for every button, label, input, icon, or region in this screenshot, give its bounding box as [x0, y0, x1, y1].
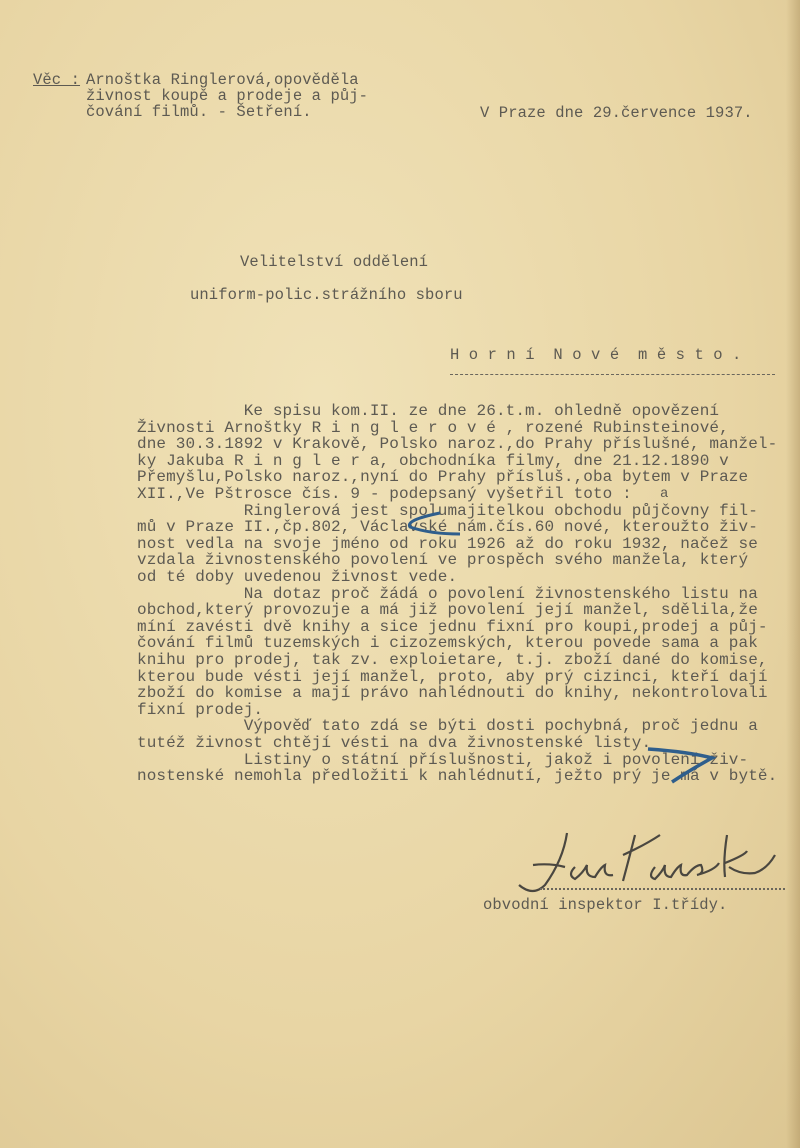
pen-mark-bracket — [409, 513, 460, 534]
body-line: čování filmů tuzemských i cizozemských, kterou povede sama a pak — [137, 634, 758, 653]
body-line: Přemyšlu,Polsko naroz.,nyní do Prahy přísluš.,oba bytem v Praze — [137, 468, 749, 487]
subject-label: Věc : — [33, 71, 81, 89]
subject-line: Arnoštka Ringlerová,opověděla — [86, 71, 359, 89]
body-line: Ringlerová jest spolumajitelkou obchodu půjčovny fil- — [137, 501, 758, 520]
addressee-line: Velitelství oddělení — [240, 253, 429, 271]
body-line: obchod,který provozuje a má již povolení její manžel, sdělila,že — [137, 601, 758, 620]
body-line: knihu pro prodej, tak zv. exploietare, t.j. zboží dané do komise, — [137, 651, 768, 669]
signatory-title: obvodní inspektor I.třídy. — [483, 896, 728, 914]
body-line: kterou bude vésti její manžel, proto, aby prý cizinci, kteří dají — [137, 667, 768, 686]
signature-stroke — [519, 833, 775, 891]
body-line: dne 30.3.1892 v Krakově, Polsko naroz.,do Prahy příslušné, manžel- — [137, 435, 778, 454]
subject-line: čování filmů. - Šetření. — [86, 103, 312, 121]
body-line: XII.,Ve Pštrosce čís. 9 - podepsaný vyšetřil toto : — [137, 485, 632, 503]
document-date: V Praze dne 29.července 1937. — [480, 104, 753, 122]
addressee-line: H o r n í N o v é m ě s t o . — [450, 346, 742, 364]
body-line: Živnosti Arnoštky R i n g l e r o v é , rozené Rubinsteinové, — [137, 418, 729, 437]
body-line: Listiny o státní příslušnosti, jakož i povolení živ- — [137, 750, 749, 769]
body-line: mů v Praze II.,čp.802, Václavské nám.čís.60 nové, kteroužto živ- — [137, 518, 758, 537]
subject-line: živnost koupě a prodeje a půj- — [86, 87, 369, 105]
pen-mark-arrow — [648, 749, 712, 782]
body-line: Na dotaz proč žádá o povolení živnostenského listu na — [137, 584, 758, 603]
body-line: míní zavésti dvě knihy a sice jednu fixní pro koupi,prodej a půj- — [137, 617, 768, 636]
body-line: nostenské nemohla předložiti k nahlédnutí, ježto prý je má v bytě. — [137, 767, 778, 786]
body-line: nost vedla na svoje jméno od roku 1926 až do roku 1932, načež se — [137, 534, 758, 553]
body-line: od té doby uvedenou živnost vede. — [137, 568, 458, 586]
body-line: fixní prodej. — [137, 700, 264, 719]
body-line: Ke spisu kom.II. ze dne 26.t.m. ohledně opovězení — [137, 402, 720, 420]
body-line: Výpověď tato zdá se býti dosti pochybná, proč jednu a — [137, 717, 758, 736]
body-line: ky Jakuba R i n g l e r a, obchodníka filmy, dne 21.12.1890 v — [137, 451, 729, 470]
body-line: zboží do komise a mají právo nahlédnouti do knihy, nekontrolovali — [137, 684, 768, 703]
handwritten-annotation: a — [660, 486, 669, 502]
addressee-line: uniform-polic.strážního sboru — [190, 286, 463, 304]
body-line: vzdala živnostenského povolení ve prospěch svého manžela, který — [137, 551, 749, 570]
signature — [505, 815, 785, 905]
signature-dotted-line — [540, 888, 785, 890]
body-line: tutéž živnost chtějí vésti na dva živnostenské listy. — [137, 734, 652, 752]
